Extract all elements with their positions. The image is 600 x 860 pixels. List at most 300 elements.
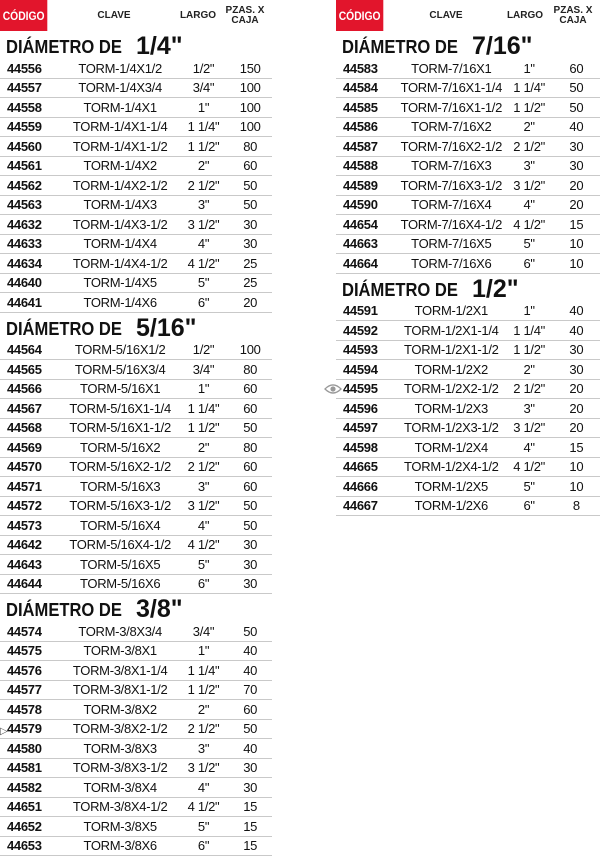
cell-clave: TORM-1/2X6 <box>414 498 488 514</box>
header-largo: LARGO <box>506 9 544 21</box>
cell-largo: 3" <box>523 158 535 174</box>
cell-largo: 6" <box>197 576 210 592</box>
table-row <box>0 380 272 400</box>
table-row <box>336 321 600 341</box>
cell-clave: TORM-5/16X1/2 <box>74 342 166 358</box>
cell-pzas: 15 <box>243 838 258 854</box>
cell-clave: TORM-1/4X4-1/2 <box>72 255 168 271</box>
table-row <box>336 438 600 458</box>
cell-pzas: 20 <box>243 294 258 310</box>
table-row <box>336 176 600 196</box>
table-row <box>336 59 600 79</box>
cell-largo: 6" <box>197 294 210 310</box>
cell-largo: 1" <box>197 643 210 659</box>
cell-clave: TORM-5/16X2 <box>80 439 161 455</box>
table-row <box>0 215 272 235</box>
section-diameter: 3/8" <box>136 595 183 623</box>
cell-pzas: 30 <box>569 361 584 377</box>
cell-clave: TORM-1/4X6 <box>83 294 157 310</box>
left-sections <box>0 31 272 856</box>
cell-codigo: 44558 <box>7 99 42 115</box>
cell-pzas: 60 <box>243 478 258 494</box>
cell-largo: 1 1/4" <box>187 400 220 416</box>
cell-largo: 1 1/4" <box>513 322 545 338</box>
cell-codigo: 44651 <box>7 799 42 815</box>
table-row <box>0 157 272 177</box>
cell-largo: 6" <box>197 838 210 854</box>
cell-clave: TORM-5/16X4 <box>80 517 161 533</box>
table-row <box>0 661 272 681</box>
cell-pzas: 60 <box>243 381 258 397</box>
cell-codigo: 44567 <box>7 400 42 416</box>
cell-codigo: 44571 <box>7 478 42 494</box>
cell-largo: 4 1/2" <box>513 459 545 475</box>
cell-clave: TORM-1/2X4-1/2 <box>404 459 499 475</box>
cell-largo: 3 1/2" <box>187 216 220 232</box>
cell-pzas: 15 <box>569 439 584 455</box>
cell-largo: 3 1/2" <box>187 760 220 776</box>
cell-pzas: 10 <box>569 459 584 475</box>
cell-largo: 3 1/2" <box>513 177 545 193</box>
cell-codigo: 44641 <box>7 294 42 310</box>
cell-pzas: 8 <box>572 498 580 514</box>
section-diameter: 5/16" <box>136 313 197 342</box>
cell-codigo: 44596 <box>343 400 378 416</box>
cell-largo: 2 1/2" <box>513 138 545 154</box>
table-row <box>0 700 272 720</box>
cell-codigo: 44560 <box>7 138 42 154</box>
cell-clave: TORM-7/16X2-1/2 <box>400 138 503 154</box>
table-header <box>336 0 600 31</box>
cell-clave: TORM-3/8X4 <box>83 779 157 795</box>
cell-largo: 1 1/2" <box>513 342 545 358</box>
cell-codigo: 44568 <box>7 420 42 436</box>
cell-clave: TORM-3/8X4-1/2 <box>72 799 168 815</box>
cell-clave: TORM-1/2X2 <box>414 361 488 377</box>
table-row <box>336 360 600 380</box>
cell-clave: TORM-7/16X3-1/2 <box>400 177 503 193</box>
cell-codigo: 44634 <box>7 255 42 271</box>
header-codigo: CÓDIGO <box>336 0 383 31</box>
cell-codigo: 44595 <box>343 381 378 397</box>
section-label: DIÁMETRO DE <box>342 37 458 57</box>
cell-clave: TORM-7/16X1 <box>411 60 492 76</box>
cell-codigo: 44582 <box>7 779 42 795</box>
cell-largo: 2 1/2" <box>187 721 220 737</box>
cell-codigo: 44580 <box>7 740 42 756</box>
cell-codigo: 44557 <box>7 80 42 96</box>
cell-pzas: 25 <box>243 275 258 291</box>
cell-pzas: 30 <box>243 236 258 252</box>
cell-codigo: 44564 <box>7 342 42 358</box>
table-row <box>0 477 272 497</box>
cell-largo: 1" <box>523 303 535 319</box>
table-row <box>0 274 272 294</box>
table-row <box>0 254 272 274</box>
cell-codigo: 44667 <box>343 498 378 514</box>
header-clave: CLAVE <box>429 9 463 21</box>
cell-pzas: 30 <box>243 760 258 776</box>
cell-largo: 2" <box>197 439 210 455</box>
cell-largo: 1 1/4" <box>187 119 220 135</box>
cell-clave: TORM-7/16X2 <box>411 119 492 135</box>
cell-pzas: 40 <box>243 662 258 678</box>
table-row <box>336 79 600 99</box>
cell-clave: TORM-7/16X1-1/4 <box>400 80 503 96</box>
cell-codigo: 44565 <box>7 361 42 377</box>
cell-largo: 5" <box>523 236 535 252</box>
cell-largo: 3" <box>197 197 210 213</box>
table-row <box>336 458 600 478</box>
cell-clave: TORM-7/16X4-1/2 <box>400 216 503 232</box>
cell-pzas: 60 <box>243 400 258 416</box>
cell-clave: TORM-5/16X5 <box>80 556 161 572</box>
cell-largo: 3" <box>197 478 210 494</box>
cell-largo: 6" <box>523 498 535 514</box>
cell-pzas: 30 <box>569 158 584 174</box>
cell-codigo: 44666 <box>343 478 378 494</box>
cell-largo: 1 1/2" <box>187 138 220 154</box>
table-row <box>0 293 272 313</box>
cell-codigo: 44590 <box>343 197 378 213</box>
cell-clave: TORM-3/8X1 <box>83 643 157 659</box>
cell-pzas: 30 <box>569 342 584 358</box>
left-column <box>0 0 272 856</box>
cell-pzas: 20 <box>569 177 584 193</box>
cell-clave: TORM-3/8X1-1/2 <box>72 682 168 698</box>
cell-largo: 4" <box>523 197 535 213</box>
table-row <box>336 302 600 322</box>
header-codigo: CÓDIGO <box>0 0 47 31</box>
table-row <box>336 497 600 517</box>
cell-largo: 2 1/2" <box>187 459 220 475</box>
cell-clave: TORM-5/16X3-1/2 <box>69 498 171 514</box>
cell-largo: 1" <box>197 99 210 115</box>
cell-clave: TORM-5/16X1-1/4 <box>69 400 171 416</box>
cell-clave: TORM-1/4X1 <box>83 99 157 115</box>
cell-largo: 5" <box>523 478 535 494</box>
section-title <box>336 274 600 302</box>
cell-pzas: 60 <box>243 158 258 174</box>
cell-clave: TORM-1/4X2-1/2 <box>72 177 168 193</box>
cell-pzas: 20 <box>569 197 584 213</box>
cell-pzas: 15 <box>569 216 584 232</box>
table-row <box>336 419 600 439</box>
cell-largo: 2" <box>523 119 535 135</box>
cell-largo: 1 1/2" <box>513 99 545 115</box>
cell-largo: 1 1/4" <box>187 662 220 678</box>
cell-largo: 3" <box>523 400 535 416</box>
table-row <box>0 98 272 118</box>
right-column <box>336 0 600 516</box>
section-title <box>0 313 272 341</box>
section-diameter: 7/16" <box>472 32 533 60</box>
cell-largo: 2 1/2" <box>187 177 220 193</box>
table-row <box>0 399 272 419</box>
table-row <box>336 215 600 235</box>
cell-codigo: 44575 <box>7 643 42 659</box>
cell-largo: 4 1/2" <box>513 216 545 232</box>
cell-clave: TORM-3/8X5 <box>83 818 157 834</box>
table-row <box>0 79 272 99</box>
table-row <box>336 196 600 216</box>
section-title <box>0 594 272 622</box>
header-pzas: PZAS. X CAJA <box>553 4 593 26</box>
cell-clave: TORM-7/16X6 <box>411 255 492 271</box>
cell-codigo: 44586 <box>343 119 378 135</box>
cell-pzas: 30 <box>569 138 584 154</box>
cell-codigo: 44598 <box>343 439 378 455</box>
cell-pzas: 30 <box>243 779 258 795</box>
table-row <box>0 720 272 740</box>
cell-pzas: 60 <box>569 60 584 76</box>
cell-pzas: 15 <box>243 818 258 834</box>
cell-clave: TORM-5/16X3 <box>80 478 161 494</box>
cell-codigo: 44563 <box>7 197 42 213</box>
table-row <box>0 497 272 517</box>
cell-pzas: 60 <box>243 459 258 475</box>
table-row <box>336 118 600 138</box>
cell-largo: 1/2" <box>192 342 215 358</box>
table-row <box>336 477 600 497</box>
cell-largo: 2" <box>197 158 210 174</box>
cell-pzas: 15 <box>243 799 258 815</box>
table-row <box>0 235 272 255</box>
cell-largo: 1" <box>197 381 210 397</box>
cell-pzas: 20 <box>569 381 584 397</box>
cell-codigo: 44642 <box>7 537 42 553</box>
cell-clave: TORM-7/16X3 <box>411 158 492 174</box>
cell-largo: 5" <box>197 818 210 834</box>
table-row <box>0 516 272 536</box>
cell-pzas: 30 <box>243 216 258 232</box>
table-row <box>0 176 272 196</box>
cell-largo: 4" <box>197 236 210 252</box>
cell-clave: TORM-1/4X1/2 <box>78 60 162 76</box>
cell-largo: 3/4" <box>192 361 215 377</box>
cell-largo: 1" <box>523 60 535 76</box>
cell-codigo: 44578 <box>7 701 42 717</box>
cell-largo: 4 1/2" <box>187 537 220 553</box>
cell-codigo: 44562 <box>7 177 42 193</box>
cell-clave: TORM-5/16X6 <box>80 576 161 592</box>
cell-clave: TORM-5/16X1 <box>80 381 161 397</box>
cell-clave: TORM-3/8X1-1/4 <box>72 662 168 678</box>
cell-largo: 3" <box>197 740 210 756</box>
table-row <box>0 419 272 439</box>
cell-pzas: 100 <box>239 99 261 115</box>
table-row <box>0 59 272 79</box>
cell-codigo: 44632 <box>7 216 42 232</box>
cell-codigo: 44566 <box>7 381 42 397</box>
cell-largo: 4 1/2" <box>187 799 220 815</box>
cell-codigo: 44644 <box>7 576 42 592</box>
cell-codigo: 44643 <box>7 556 42 572</box>
cell-codigo: 44583 <box>343 60 378 76</box>
cell-largo: 3 1/2" <box>187 498 220 514</box>
cell-codigo: 44559 <box>7 119 42 135</box>
cell-clave: TORM-1/4X2 <box>83 158 157 174</box>
cell-pzas: 100 <box>239 80 261 96</box>
table-row <box>0 555 272 575</box>
cell-pzas: 50 <box>243 197 258 213</box>
cell-codigo: 44640 <box>7 275 42 291</box>
table-row <box>0 642 272 662</box>
cell-pzas: 40 <box>243 740 258 756</box>
cell-largo: 1 1/4" <box>513 80 545 96</box>
table-row <box>0 458 272 478</box>
table-row <box>0 778 272 798</box>
cell-largo: 3/4" <box>192 623 215 639</box>
cell-pzas: 30 <box>243 576 258 592</box>
table-row <box>0 536 272 556</box>
cell-pzas: 40 <box>243 643 258 659</box>
cell-clave: TORM-1/2X4 <box>414 439 488 455</box>
cell-codigo: 44654 <box>343 216 378 232</box>
cell-largo: 4" <box>197 517 210 533</box>
cell-codigo: 44584 <box>343 80 378 96</box>
cell-codigo: 44577 <box>7 682 42 698</box>
section-label: DIÁMETRO DE <box>6 600 122 620</box>
cell-codigo: 44665 <box>343 459 378 475</box>
table-row <box>336 157 600 177</box>
cell-codigo: 44585 <box>343 99 378 115</box>
cell-codigo: 44633 <box>7 236 42 252</box>
cell-pzas: 50 <box>243 623 258 639</box>
cell-clave: TORM-1/4X3-1/2 <box>72 216 168 232</box>
section-label: DIÁMETRO DE <box>6 37 122 57</box>
cell-largo: 1/2" <box>192 60 215 76</box>
section-label: DIÁMETRO DE <box>342 279 458 300</box>
cell-clave: TORM-3/8X2-1/2 <box>72 721 168 737</box>
cell-pzas: 60 <box>243 701 258 717</box>
cell-pzas: 70 <box>243 682 258 698</box>
cell-clave: TORM-1/4X5 <box>83 275 157 291</box>
cell-clave: TORM-3/8X2 <box>83 701 157 717</box>
cell-largo: 5" <box>197 275 210 291</box>
cell-largo: 1 1/2" <box>187 682 220 698</box>
cell-clave: TORM-7/16X1-1/2 <box>400 99 503 115</box>
table-row <box>0 681 272 701</box>
cell-clave: TORM-5/16X3/4 <box>74 361 166 377</box>
cell-clave: TORM-1/4X3 <box>83 197 157 213</box>
table-row <box>336 380 600 400</box>
table-row <box>336 254 600 274</box>
cell-largo: 1 1/2" <box>187 420 220 436</box>
cell-pzas: 40 <box>569 119 584 135</box>
section-diameter: 1/2" <box>472 274 519 303</box>
cell-codigo: 44594 <box>343 361 378 377</box>
cell-pzas: 50 <box>569 80 584 96</box>
cell-clave: TORM-1/2X2-1/2 <box>404 381 499 397</box>
table-header <box>0 0 272 31</box>
cell-pzas: 10 <box>569 236 584 252</box>
cell-clave: TORM-3/8X6 <box>83 838 157 854</box>
cell-pzas: 40 <box>569 303 584 319</box>
table-row <box>0 817 272 837</box>
table-row <box>0 360 272 380</box>
cell-pzas: 10 <box>569 255 584 271</box>
cell-clave: TORM-1/4X1-1/4 <box>72 119 168 135</box>
table-row <box>0 575 272 595</box>
cell-codigo: 44593 <box>343 342 378 358</box>
section-diameter: 1/4" <box>136 32 183 60</box>
cell-codigo: 44591 <box>343 303 378 319</box>
cell-codigo: 44556 <box>7 60 42 76</box>
cell-pzas: 50 <box>243 517 258 533</box>
cell-clave: TORM-1/2X3 <box>414 400 488 416</box>
table-row <box>0 622 272 642</box>
cell-largo: 6" <box>523 255 535 271</box>
cell-clave: TORM-5/16X2-1/2 <box>69 459 171 475</box>
cell-pzas: 10 <box>569 478 584 494</box>
cell-clave: TORM-3/8X3-1/2 <box>72 760 168 776</box>
cell-clave: TORM-5/16X1-1/2 <box>69 420 171 436</box>
cell-largo: 3/4" <box>192 80 215 96</box>
cell-clave: TORM-1/4X3/4 <box>78 80 162 96</box>
cell-clave: TORM-1/4X1-1/2 <box>72 138 168 154</box>
cell-pzas: 30 <box>243 556 258 572</box>
cell-codigo: 44573 <box>7 517 42 533</box>
cell-codigo: 44581 <box>7 760 42 776</box>
header-clave: CLAVE <box>97 9 131 21</box>
table-row <box>336 399 600 419</box>
cell-pzas: 30 <box>243 537 258 553</box>
table-row <box>336 235 600 255</box>
right-sections <box>336 31 600 516</box>
cell-largo: 4" <box>197 779 210 795</box>
cell-codigo: 44588 <box>343 158 378 174</box>
cell-clave: TORM-1/2X3-1/2 <box>404 420 499 436</box>
table-row <box>0 196 272 216</box>
cell-codigo: 44663 <box>343 236 378 252</box>
table-row <box>0 438 272 458</box>
cell-largo: 4 1/2" <box>187 255 220 271</box>
cell-clave: TORM-3/8X3/4 <box>78 623 162 639</box>
cell-pzas: 50 <box>243 498 258 514</box>
header-pzas: PZAS. X CAJA <box>225 4 265 26</box>
eye-icon[interactable] <box>324 382 342 396</box>
cell-codigo: 44653 <box>7 838 42 854</box>
cell-pzas: 20 <box>569 420 584 436</box>
cell-codigo: 44576 <box>7 662 42 678</box>
cell-codigo: 44664 <box>343 255 378 271</box>
cell-codigo: 44592 <box>343 322 378 338</box>
cell-pzas: 150 <box>239 60 261 76</box>
cell-clave: TORM-1/2X5 <box>414 478 488 494</box>
cell-pzas: 40 <box>569 322 584 338</box>
cell-clave: TORM-3/8X3 <box>83 740 157 756</box>
section-title <box>0 31 272 59</box>
header-largo: LARGO <box>179 9 217 21</box>
cell-clave: TORM-7/16X4 <box>411 197 492 213</box>
table-row <box>0 118 272 138</box>
arrow-right-icon: ▷ <box>0 726 8 737</box>
cell-pzas: 25 <box>243 255 258 271</box>
cell-largo: 4" <box>523 439 535 455</box>
cell-codigo: 44572 <box>7 498 42 514</box>
cell-codigo: 44570 <box>7 459 42 475</box>
cell-codigo: 44574 <box>7 623 42 639</box>
cell-pzas: 80 <box>243 138 258 154</box>
cell-codigo: 44589 <box>343 177 378 193</box>
cell-pzas: 80 <box>243 361 258 377</box>
cell-clave: TORM-1/2X1-1/2 <box>404 342 499 358</box>
cell-largo: 2" <box>523 361 535 377</box>
cell-codigo: 44579 <box>7 721 42 737</box>
cell-largo: 2 1/2" <box>513 381 545 397</box>
table-row <box>0 798 272 818</box>
